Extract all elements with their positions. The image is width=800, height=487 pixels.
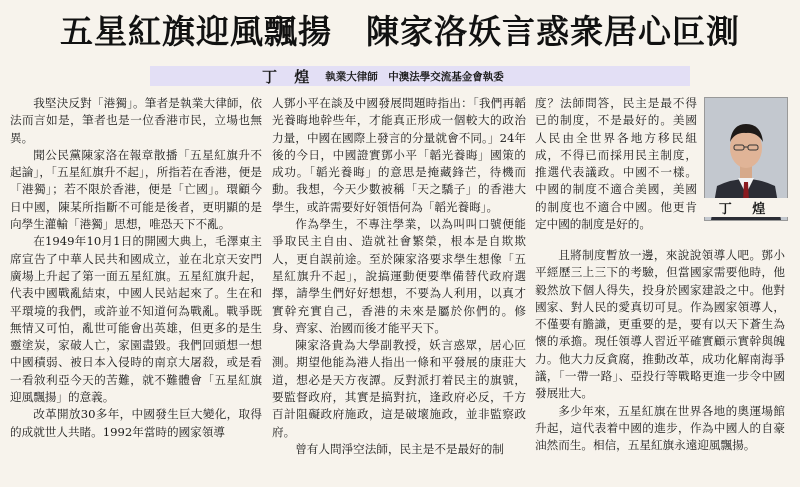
paragraph: 曾有人問淨空法師，民主是不是最好的制 <box>295 441 504 456</box>
author-byline <box>150 66 690 86</box>
paragraph: 陳家洛貴為大學副教授，妖言惑眾，居心叵測。期望他能為港人指出一條和平發展的康莊大道，想必是天方夜譚。反對派打着民主的旗號，要監督政府，其實是搞對抗，逢政府必反，千方百計阻礙政府施政，這是破壞施政，並非監察政府。 <box>272 338 526 439</box>
author-title: 執業大律師 中澳法學交流基金會執委 <box>325 70 504 83</box>
paragraph: 作為學生，不專注學業，以為叫叫口號便能爭取民主自由、造就社會繁榮，根本是自欺欺人，更自誤前途。至於陳家洛要求學生想像「五星紅旗升不起」，說搞運動便要準備替代政府選擇，請學生們好好想想，不要為人利用，以真才實幹充實自己，香港的未來是屬於你們的。修身、齊家、治國而後才能平天下。 <box>272 217 526 335</box>
article-column-1 <box>10 95 262 487</box>
headline: 五星紅旗迎風飄揚 陳家洛妖言惑衆居心叵測 <box>60 12 740 51</box>
paragraph: 聞公民黨陳家洛在報章散播「五星紅旗升不起論」，「五星紅旗升不起」，所指若在香港，便是「港獨」；若不限於香港，便是「亡國」。環顧今日中國，陳某所指斷不可能是後者，更明顯的是向學生灌輸「港獨」思想，唯恐天下不亂。 <box>10 147 262 232</box>
paragraph: 且將制度暫放一邊，來說說領導人吧。鄧小平經歷三上三下的考驗，但當國家需要他時，他毅然放下個人得失，投身於國家建設之中。他對國家、對人民的愛真切可見。作為國家領導人，不僅要有膽識，更重要的是，要有以天下蒼生為懷的承擔。現任領導人習近平確實顧示實幹與魄力。他大力反貪腐，推動改革，成功化解南海爭議，「一帶一路」、亞投行等戰略更進一步令中國發展壯大。 <box>535 248 785 401</box>
paragraph: 度？法師問答，民主是最不得已的制度，不是最好的。美國人民由全世界各地方移民組成，不得已而採用民主制度，推選代表議政。中國不一樣。中國的制度不適合美國，美國的制度也不適合中國。他更肯定中國的制度是好的。 <box>535 96 697 232</box>
photo-caption: 丁 煌 <box>704 198 788 217</box>
article-column-3-bottom <box>535 247 785 487</box>
paragraph: 人鄧小平在談及中國發展問題時指出：「我們再韜光養晦地幹些年，才能真正形成一個較大的政治力量，中國在國際上發言的分量就會不同。」24年後的今日，中國證實鄧小平「韜光養晦」國策的成功。「韜光養晦」的意思是掩藏鋒芒，待機而動。我想，今天少數被稱「天之驕子」的香港大學生，或許需要好好領悟何為「韜光養晦」。 <box>272 96 526 214</box>
paragraph: 在1949年10月1日的開國大典上，毛澤東主席宣告了中華人民共和國成立，並在北京天安門廣場上升起了第一面五星紅旗。五星紅旗升起，代表中國戰亂結束，中國人民站起來了。生在和平環境的我們，或許並不知道何為戰亂。戰爭既無情又可怕，亂世可能會出英雄，但更多的是生靈塗炭，家破人亡，家園盡毀。我們回頭想一想中國積弱、被日本入侵時的南京大屠殺，或是看一看敘利亞今天的苦難，就不難體會「五星紅旗迎風飄揚」的意義。 <box>10 234 262 405</box>
article-column-2 <box>272 95 526 487</box>
article-column-3-top <box>535 95 697 245</box>
paragraph: 改革開放30多年，中國發生巨大變化，取得的成就世人共睹。1992年當時的國家領導 <box>10 407 262 439</box>
author-name: 丁 煌 <box>262 67 316 86</box>
paragraph: 我堅決反對「港獨」。筆者是執業大律師，依法而言如是，筆者也是一位香港市民，立場也無異。 <box>10 96 262 145</box>
paragraph: 多少年來，五星紅旗在世界各地的奧運場館升起，這代表着中國的進步，作為中國人的自豪油然而生。相信，五星紅旗永遠迎風飄揚。 <box>535 403 785 453</box>
